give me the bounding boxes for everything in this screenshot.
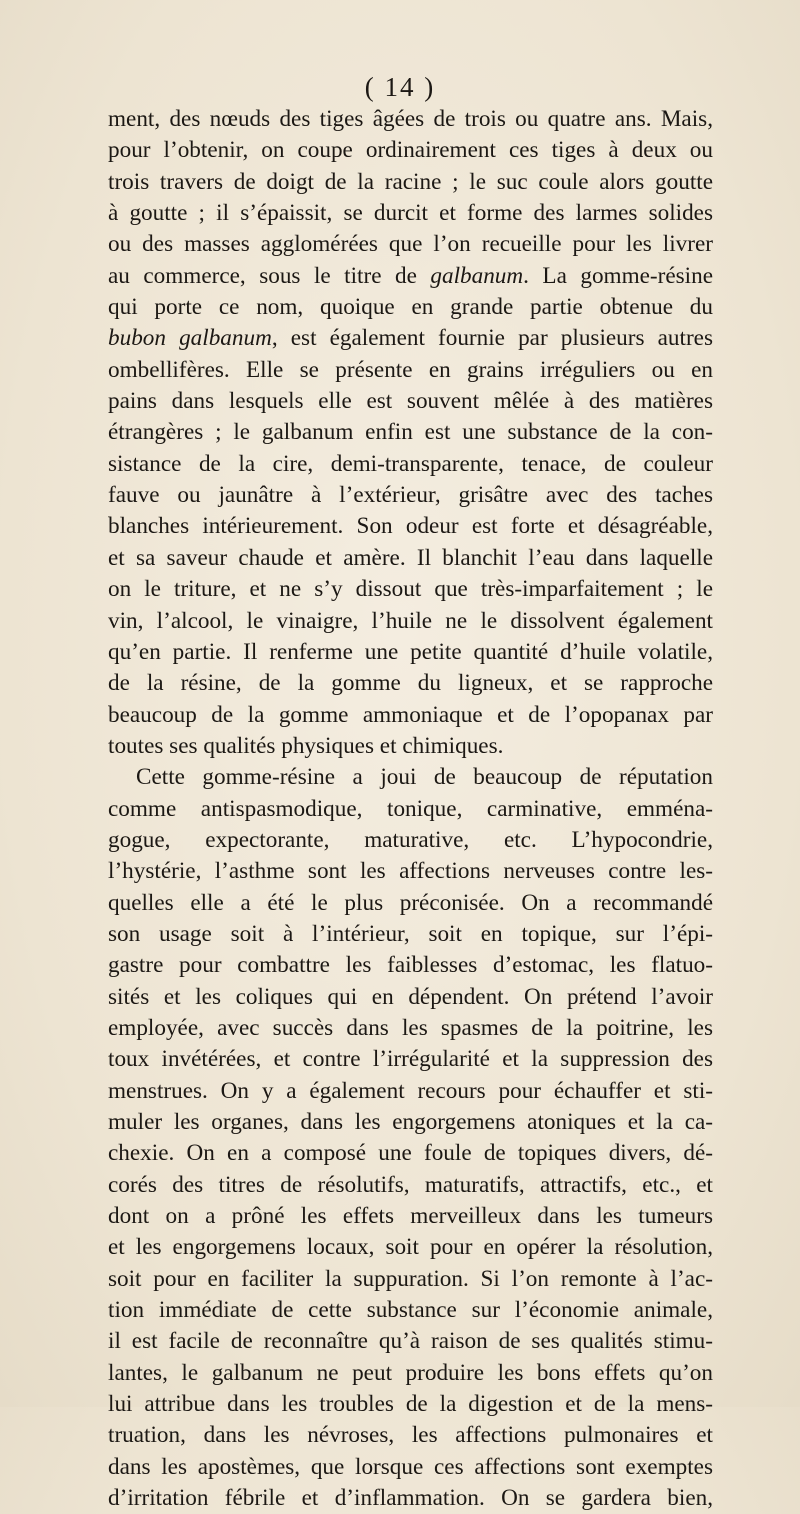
body-text xyxy=(108,104,713,1514)
text-line: beaucoup de la gomme ammoniaque et de l’opopanax par xyxy=(108,701,713,728)
text-line: employée, avec succès dans les spasmes de la poitrine, les xyxy=(108,1014,713,1041)
text-line: ou des masses agglomérées que l’on recueille pour les livrer xyxy=(108,231,713,258)
text-line: sités et les coliques qui en dépendent. On prétend l’avoir xyxy=(108,983,713,1010)
text-line: muler les organes, dans les engorgemens atoniques et la ca- xyxy=(108,1109,713,1135)
text-line: de la résine, de la gomme du ligneux, et se rapproche xyxy=(108,670,713,697)
text-line: vin, l’alcool, le vinaigre, l’huile ne le dissolvent également xyxy=(108,607,713,634)
text-line: pour l’obtenir, on coupe ordinairement ces tiges à deux ou xyxy=(108,137,713,164)
text-line: on le triture, et ne s’y dissout que très-imparfaitement ; le xyxy=(108,576,713,603)
text-line: d’irritation fébrile et d’inflammation. On se gardera bien, xyxy=(108,1485,713,1512)
text-line: lantes, le galbanum ne peut produire les bons effets qu’on xyxy=(108,1359,713,1386)
text-line: trois travers de doigt de la racine ; le suc coule alors goutte xyxy=(108,168,713,195)
text-line: pains dans lesquels elle est souvent mêlée à des matières xyxy=(108,388,713,415)
text-line: ombellifères. Elle se présente en grains irréguliers ou en xyxy=(108,356,713,383)
text-line: Cette gomme-résine a joui de beaucoup de réputation xyxy=(136,764,713,791)
text-line: et sa saveur chaude et amère. Il blanchit l’eau dans laquelle xyxy=(108,544,713,571)
text-line: gogue, expectorante, maturative, etc. L’hypocondrie, xyxy=(108,826,713,853)
text-line: dans les apostèmes, que lorsque ces affections sont exemptes xyxy=(108,1453,713,1480)
text-line: sistance de la cire, demi-transparente, tenace, de couleur xyxy=(108,450,713,477)
text-line: et les engorgemens locaux, soit pour en opérer la résolution, xyxy=(108,1234,713,1261)
text-line: corés des titres de résolutifs, maturatifs, attractifs, etc., et xyxy=(108,1171,713,1198)
text-line: tion immédiate de cette substance sur l’économie animale, xyxy=(108,1297,713,1324)
text-line: à goutte ; il s’épaissit, se durcit et forme des larmes solides xyxy=(108,200,713,227)
italic-term: bubon galbanum xyxy=(108,325,272,352)
text-line: ment, des nœuds des tiges âgées de trois ou quatre ans. Mais, xyxy=(108,106,713,132)
text-line: son usage soit à l’intérieur, soit en topique, sur l’épi- xyxy=(108,920,713,947)
italic-term: galbanum xyxy=(430,262,524,289)
text-line: il est facile de reconnaître qu’à raison de ses qualités stimu- xyxy=(108,1328,713,1355)
text-line: gastre pour combattre les faiblesses d’estomac, les flatuo- xyxy=(108,952,713,979)
text-line: l’hystérie, l’asthme sont les affections nerveuses contre les- xyxy=(108,858,713,885)
text-line: qu’en partie. Il renferme une petite quantité d’huile volatile, xyxy=(108,638,713,665)
text-line: soit pour en faciliter la suppuration. Si l’on remonte à l’ac- xyxy=(108,1265,713,1292)
text-line: blanches intérieurement. Son odeur est forte et désagréable, xyxy=(108,513,713,540)
text-line: truation, dans les névroses, les affections pulmonaires et xyxy=(108,1422,713,1449)
text-line: dont on a prôné les effets merveilleux dans les tumeurs xyxy=(108,1203,713,1230)
text-line: fauve ou jaunâtre à l’extérieur, grisâtre avec des taches xyxy=(108,482,713,509)
text-line: étrangères ; le galbanum enfin est une substance de la con- xyxy=(108,419,713,446)
text-line: qui porte ce nom, quoique en grande partie obtenue du xyxy=(108,294,713,321)
text-line: chexie. On en a composé une foule de topiques divers, dé- xyxy=(108,1140,713,1167)
text-line: menstrues. On y a également recours pour échauffer et sti- xyxy=(108,1077,713,1104)
text-line: lui attribue dans les troubles de la digestion et de la mens- xyxy=(108,1391,713,1418)
text-line: bubon galbanum, est également fournie par plusieurs autres xyxy=(108,325,713,352)
text-line: quelles elle a été le plus préconisée. On a recommandé xyxy=(108,889,713,916)
text-line: toux invétérées, et contre l’irrégularité et la suppression des xyxy=(108,1046,713,1073)
text-line: toutes ses qualités physiques et chimiques. xyxy=(108,732,504,759)
text-line: au commerce, sous le titre de galbanum. La gomme-résine xyxy=(108,262,713,289)
text-line: comme antispasmodique, tonique, carminative, emména- xyxy=(108,795,713,822)
page-number: ( 14 ) xyxy=(364,72,436,102)
